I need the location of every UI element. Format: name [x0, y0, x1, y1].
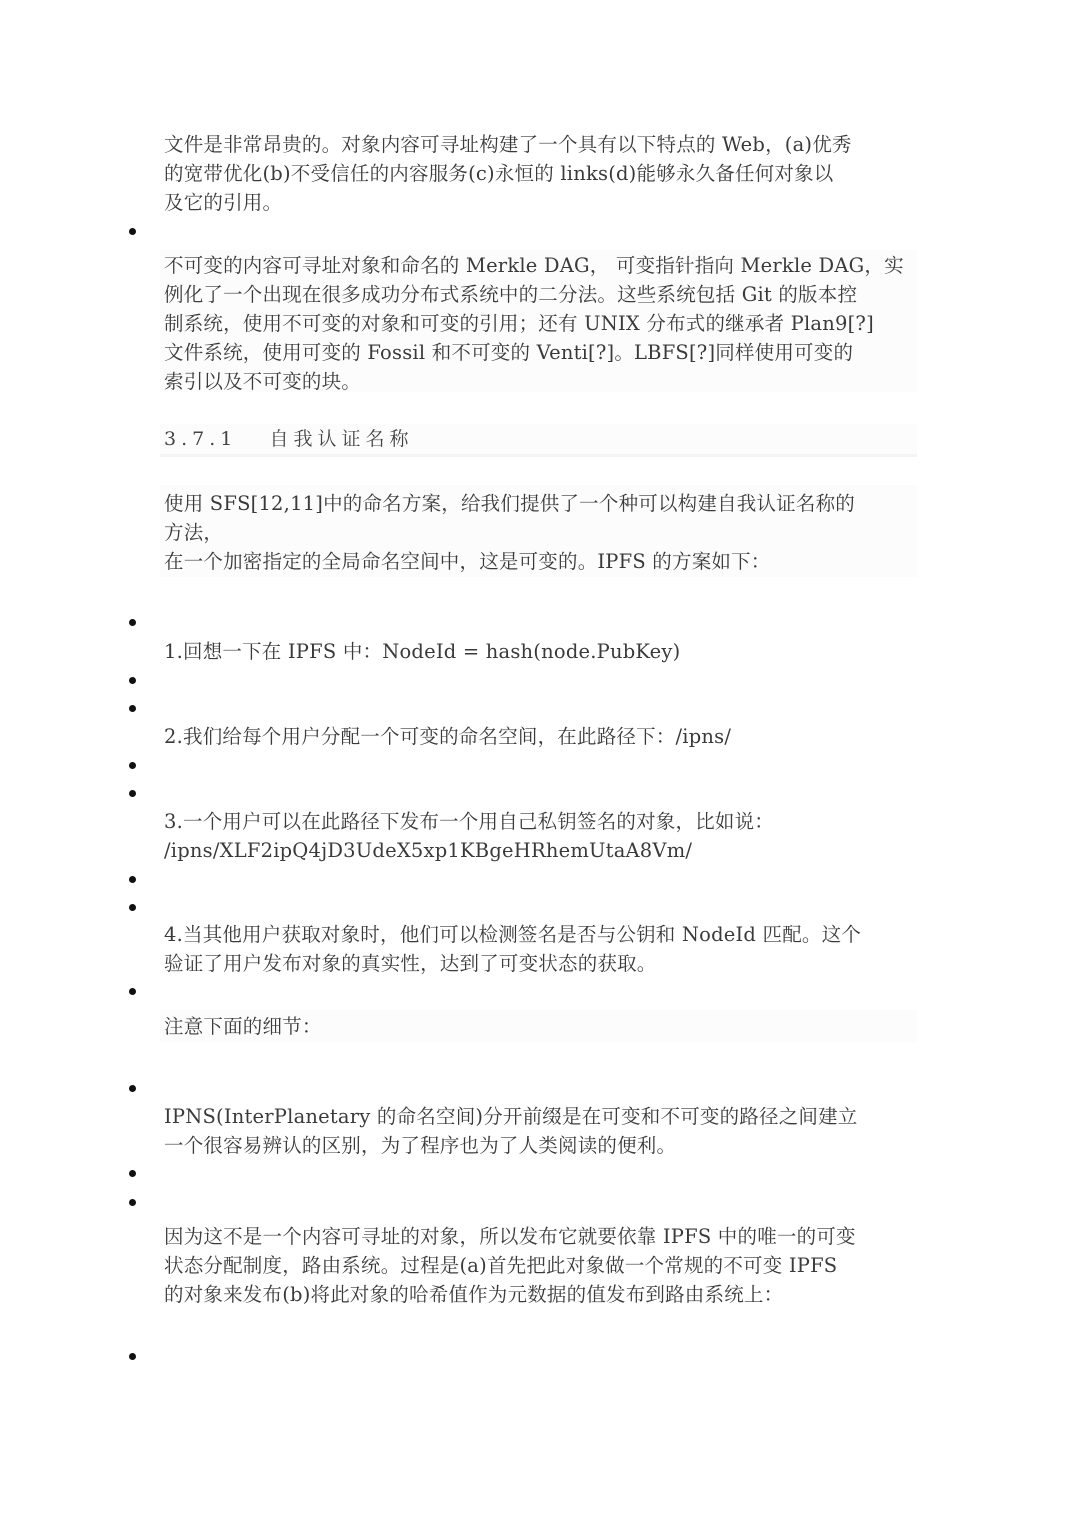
text-line: 例化了一个出现在很多成功分布式系统中的二分法。这些系统包括 Git 的版本控 — [164, 283, 858, 306]
detail-routing-publish — [164, 1222, 916, 1309]
bullet-icon — [129, 762, 136, 769]
text-line: 1.回想一下在 IPFS 中：NodeId = hash(node.PubKey) — [164, 640, 681, 663]
text-line: 一个很容易辨认的区别，为了程序也为了人类阅读的便利。 — [164, 1134, 677, 1157]
text-line: 验证了用户发布对象的真实性，达到了可变状态的获取。 — [164, 952, 657, 975]
heading-divider — [160, 454, 917, 457]
text-line: 方法， — [164, 521, 224, 544]
text-line: 3.一个用户可以在此路径下发布一个用自己私钥签名的对象，比如说： — [164, 810, 775, 833]
scheme-step-4 — [164, 920, 916, 978]
bullet-icon — [129, 1170, 136, 1177]
bullet-icon — [129, 904, 136, 911]
text-line: 索引以及不可变的块。 — [164, 370, 362, 393]
text-line: 的宽带优化(b)不受信任的内容服务(c)永恒的 links(d)能够永久备任何对象以 — [164, 162, 834, 185]
bullet-icon — [129, 1085, 136, 1092]
paragraph-sfs-scheme — [164, 489, 916, 576]
scheme-step-1 — [164, 637, 916, 666]
scheme-step-2 — [164, 722, 916, 751]
bullet-icon — [129, 790, 136, 797]
bullet-icon — [129, 228, 136, 235]
bullet-icon — [129, 619, 136, 626]
bullet-icon — [129, 876, 136, 883]
paragraph-web-features — [164, 130, 916, 217]
bullet-icon — [129, 677, 136, 684]
text-line: IPNS(InterPlanetary 的命名空间)分开前缀是在可变和不可变的路径之间建立 — [164, 1105, 858, 1128]
bullet-icon — [129, 1199, 136, 1206]
text-line: 不可变的内容可寻址对象和命名的 Merkle DAG， 可变指针指向 Merkle DAG，实 — [164, 254, 904, 277]
text-line: 状态分配制度，路由系统。过程是(a)首先把此对象做一个常规的不可变 IPFS — [164, 1254, 838, 1277]
text-line: 及它的引用。 — [164, 191, 283, 214]
bullet-icon — [129, 1353, 136, 1360]
note-label — [164, 1012, 916, 1041]
scheme-step-3 — [164, 807, 916, 865]
paragraph-dichotomy — [164, 251, 916, 396]
section-number: 3.7.1 — [164, 428, 238, 450]
bullet-icon — [129, 988, 136, 995]
text-line: 制系统，使用不可变的对象和可变的引用；还有 UNIX 分布式的继承者 Plan9[?] — [164, 312, 874, 335]
text-line: 注意下面的细节： — [164, 1015, 322, 1038]
text-line: 4.当其他用户获取对象时，他们可以检测签名是否与公钥和 NodeId 匹配。这个 — [164, 923, 862, 946]
section-title: 自我认证名称 — [269, 428, 414, 450]
text-line: 在一个加密指定的全局命名空间中，这是可变的。IPFS 的方案如下： — [164, 550, 771, 573]
detail-ipns-prefix — [164, 1102, 916, 1160]
text-line: 2.我们给每个用户分配一个可变的命名空间，在此路径下：/ipns/ — [164, 725, 732, 748]
text-line: 因为这不是一个内容可寻址的对象，所以发布它就要依靠 IPFS 中的唯一的可变 — [164, 1225, 856, 1248]
section-heading — [164, 425, 413, 454]
text-line: 文件系统，使用可变的 Fossil 和不可变的 Venti[?]。LBFS[?]同样使用可变的 — [164, 341, 854, 364]
text-line: 的对象来发布(b)将此对象的哈希值作为元数据的值发布到路由系统上： — [164, 1283, 784, 1306]
bullet-icon — [129, 705, 136, 712]
text-line: 文件是非常昂贵的。对象内容可寻址构建了一个具有以下特点的 Web，(a)优秀 — [164, 133, 852, 156]
ipns-path-example: /ipns/XLF2ipQ4jD3UdeX5xp1KBgeHRhemUtaA8Vm/ — [164, 839, 693, 862]
text-line: 使用 SFS[12,11]中的命名方案，给我们提供了一个种可以构建自我认证名称的 — [164, 492, 855, 515]
